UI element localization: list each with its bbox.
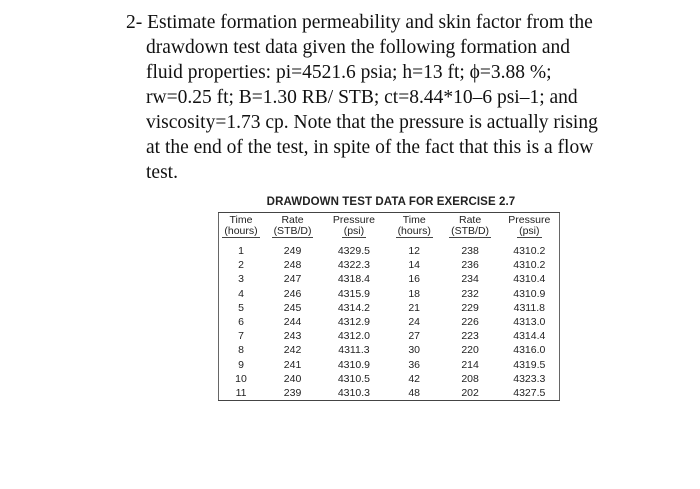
- table-row: [218, 315, 560, 329]
- column-header: [218, 213, 264, 240]
- table-cell: 229: [461, 301, 479, 314]
- table-body: [218, 240, 560, 400]
- table-cell: 4311.3: [338, 344, 370, 357]
- header-label: Pressure: [332, 214, 375, 226]
- table-cell: 6: [238, 316, 244, 329]
- header-row: [218, 213, 560, 240]
- table-row: [218, 240, 560, 258]
- table-cell: 4327.5: [513, 387, 546, 400]
- table-cell: 4310.9: [513, 287, 546, 300]
- table-cell: 5: [238, 301, 244, 314]
- table-cell: 4315.9: [337, 287, 370, 300]
- table-cell: 232: [461, 287, 479, 300]
- header-unit: (psi): [519, 225, 540, 237]
- table-cell: 1: [238, 245, 244, 257]
- table-cell: 244: [283, 316, 302, 329]
- header-label: Rate: [281, 214, 304, 226]
- table-cell: 239: [283, 387, 302, 400]
- table-title: DRAWDOWN TEST DATA FOR EXERCISE 2.7: [266, 196, 516, 208]
- table-cell: 236: [461, 259, 479, 272]
- table-cell: 4314.2: [337, 301, 370, 314]
- table-cell: 4313.0: [513, 316, 546, 329]
- table-cell: 243: [283, 330, 302, 343]
- table-row: [218, 343, 560, 357]
- table-cell: 4319.5: [513, 358, 546, 371]
- table-cell: 18: [408, 287, 421, 300]
- question-line: 2- Estimate formation permeability and skin factor from the: [126, 12, 593, 33]
- table-cell: 4310.2: [513, 259, 546, 272]
- table-row: [218, 258, 560, 272]
- header-label: Pressure: [508, 214, 551, 226]
- table-cell: 246: [283, 287, 302, 300]
- table-cell: 4312.9: [337, 316, 370, 329]
- table-cell: 226: [461, 316, 479, 329]
- table-row: [218, 329, 560, 343]
- table-cell: 7: [238, 330, 244, 343]
- data-table: [218, 213, 560, 400]
- table-cell: 202: [461, 387, 479, 400]
- table-cell: 4310.3: [337, 387, 370, 400]
- table-cell: 8: [238, 344, 244, 357]
- table-cell: 27: [408, 330, 421, 343]
- table-cell: 242: [283, 344, 302, 357]
- table-cell: 214: [461, 358, 479, 371]
- header-label: Time: [229, 214, 253, 226]
- table-left-rule: [218, 213, 219, 400]
- table-row: [218, 386, 560, 400]
- table-cell: 10: [235, 372, 247, 385]
- table-cell: 220: [461, 344, 479, 357]
- table-cell: 24: [408, 316, 421, 329]
- table-cell: 4310.4: [513, 273, 546, 286]
- table-cell: 16: [408, 273, 421, 286]
- question-line: viscosity=1.73 cp. Note that the pressure is actually rising: [146, 112, 598, 133]
- table-cell: 3: [238, 273, 244, 286]
- drawdown-table: [218, 196, 560, 401]
- table-cell: 223: [461, 330, 479, 343]
- header-unit: (hours): [397, 225, 431, 237]
- table-cell: 238: [461, 245, 479, 257]
- table-cell: 4312.0: [337, 330, 370, 343]
- table-cell: 4314.4: [513, 330, 546, 343]
- table-cell: 4323.3: [513, 372, 546, 385]
- table-cell: 4310.5: [337, 372, 370, 385]
- table-cell: 4: [238, 287, 244, 300]
- table-cell: 21: [408, 301, 421, 314]
- header-label: Rate: [459, 214, 482, 226]
- header-unit: (STB/D): [451, 225, 490, 237]
- table-cell: 4329.5: [337, 245, 370, 257]
- table-row: [218, 287, 560, 301]
- column-header: [264, 213, 321, 240]
- table-cell: 2: [238, 259, 244, 272]
- table-row: [218, 272, 560, 286]
- column-header: [499, 213, 560, 240]
- table-cell: 208: [461, 372, 479, 385]
- table-cell: 4310.9: [337, 358, 370, 371]
- header-label: Time: [402, 214, 426, 226]
- table-cell: 241: [283, 358, 302, 371]
- table-cell: 30: [408, 344, 421, 357]
- question-text: [126, 10, 666, 185]
- table-cell: 4311.8: [513, 301, 545, 314]
- table-cell: 240: [283, 372, 302, 385]
- table-cell: 4322.3: [337, 259, 370, 272]
- header-unit: (STB/D): [273, 225, 312, 237]
- column-header: [387, 213, 442, 240]
- table-cell: 9: [238, 358, 244, 371]
- table-box: [218, 212, 560, 401]
- question-line: rw=0.25 ft; B=1.30 RB/ STB; ct=8.44*10–6 psi–1; and: [146, 87, 578, 108]
- column-header: [321, 213, 387, 240]
- table-cell: 42: [408, 372, 421, 385]
- table-cell: 4310.2: [513, 245, 546, 257]
- table-cell: 36: [408, 358, 421, 371]
- question-line: drawdown test data given the following formation and: [146, 37, 571, 58]
- table-row: [218, 301, 560, 315]
- table-cell: 4318.4: [337, 273, 370, 286]
- table-cell: 248: [283, 259, 302, 272]
- table-row: [218, 358, 560, 372]
- question-line: test.: [146, 162, 178, 183]
- table-cell: 247: [283, 273, 302, 286]
- table-right-rule: [559, 213, 560, 400]
- table-cell: 48: [408, 387, 421, 400]
- question-line: at the end of the test, in spite of the fact that this is a flow: [146, 137, 594, 158]
- table-cell: 11: [235, 387, 247, 400]
- question-line: fluid properties: pi=4521.6 psia; h=13 ft; ϕ=3.88 %;: [146, 62, 552, 83]
- table-row: [218, 372, 560, 386]
- table-cell: 4316.0: [513, 344, 546, 357]
- table-cell: 12: [408, 245, 421, 257]
- table-cell: 14: [408, 259, 421, 272]
- table-cell: 245: [283, 301, 302, 314]
- header-unit: (hours): [224, 225, 258, 237]
- column-header: [442, 213, 499, 240]
- table-cell: 234: [461, 273, 479, 286]
- table-cell: 249: [283, 245, 302, 257]
- header-unit: (psi): [343, 225, 365, 237]
